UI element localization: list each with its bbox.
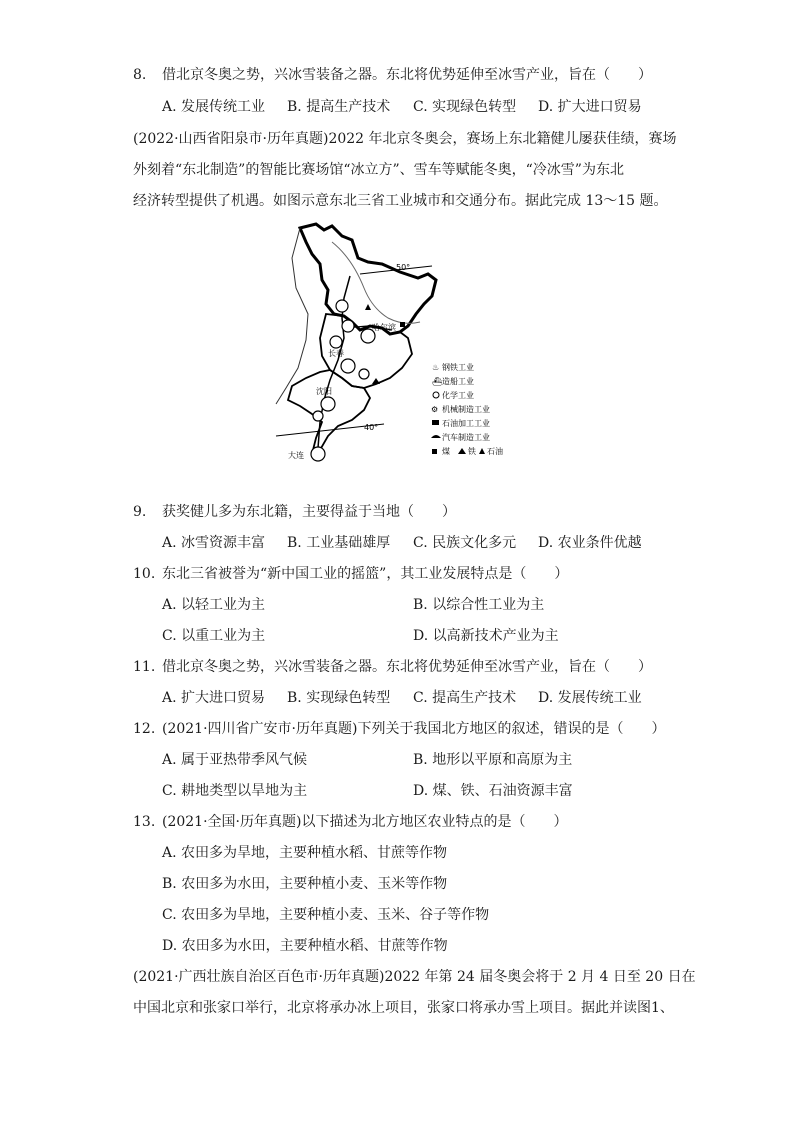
material-1-line-1: (2022·山西省阳泉市·历年真题)2022 年北京冬奥会，赛场上东北籍健儿屡获佳绩，赛场 [133,131,677,147]
question-9-option-a[interactable]: A. 冰雪资源丰富 [162,535,266,551]
question-13-option-b[interactable]: B. 农田多为水田，主要种植小麦、玉米等作物 [162,876,448,892]
question-12-number: 12. [133,721,156,737]
question-13-number: 13. [133,814,156,830]
coal-legend-icon [432,449,437,454]
question-10-option-a[interactable]: A. 以轻工业为主 [162,597,266,613]
material-1-line-3: 经济转型提供了机遇。如图示意东北三省工业城市和交通分布。据此完成 13～15 题。 [133,193,668,209]
question-11-option-d[interactable]: D. 发展传统工业 [538,690,642,706]
city-marker-shenyang [321,397,335,411]
city-marker [336,300,348,312]
question-8-option-b[interactable]: B. 提高生产技术 [287,99,391,115]
material-2-line-2: 中国北京和张家口举行，北京将承办冰上项目，张家口将承办雪上项目。据此并读图1、 [133,1000,674,1016]
question-9-stem: 获奖健儿多为东北籍，主要得益于当地（ ） [162,504,456,520]
city-name-changchun: 长春 [328,349,344,358]
ship-icon: ⛴ [432,377,443,386]
question-13-stem: (2021·全国·历年真题)以下描述为北方地区农业特点的是（ ） [162,814,568,830]
question-10-number: 10. [133,566,156,582]
material-1-line-2: 外刻着“东北制造”的智能比赛场馆“冰立方”、雪车等赋能冬奥，“冷冰雪”为东北 [133,162,624,178]
legend-machinery: 机械制造工业 [442,405,490,414]
question-9-option-b[interactable]: B. 工业基础雄厚 [287,535,391,551]
question-8-option-d[interactable]: D. 扩大进口贸易 [538,99,642,115]
legend-coal: 煤 [442,447,450,456]
city-name-dalian: 大连 [288,451,304,460]
legend-iron: 铁 [468,447,476,456]
legend-shipbuilding: 造船工业 [442,377,474,386]
question-8-stem: 借北京冬奥之势，兴冰雪装备之器。东北将优势延伸至冰雪产业，旨在（ ） [162,67,652,83]
latitude-50-label: 50° [396,263,411,272]
question-11-stem: 借北京冬奥之势，兴冰雪装备之器。东北将优势延伸至冰雪产业，旨在（ ） [162,659,652,675]
northeast-china-map [272,218,524,468]
iron-symbol [372,378,380,384]
iron-legend-icon [458,448,466,454]
chemical-icon [433,392,439,398]
heilongjiang-outline [300,224,436,334]
question-11-option-c[interactable]: C. 提高生产技术 [413,690,517,706]
question-11-option-a[interactable]: A. 扩大进口贸易 [162,690,266,706]
question-13-option-d[interactable]: D. 农田多为水田，主要种植水稻、甘蔗等作物 [162,938,448,954]
inner-mongolia-boundary [276,228,308,404]
oil-symbol [365,304,371,310]
question-11-option-b[interactable]: B. 实现绿色转型 [287,690,391,706]
city-marker-dalian [311,447,325,461]
city-marker [313,411,323,421]
question-11-number: 11. [133,659,156,675]
question-10-stem: 东北三省被誉为“新中国工业的摇篮”，其工业发展特点是（ ） [162,566,569,582]
question-13-option-a[interactable]: A. 农田多为旱地，主要种植水稻、甘蔗等作物 [162,845,448,861]
map-legend [431,362,503,456]
question-9-option-d[interactable]: D. 农业条件优越 [538,535,642,551]
legend-chemical: 化学工业 [442,391,474,400]
steel-icon: ♨ [432,363,440,372]
question-9-number: 9. [133,504,147,520]
question-12-option-c[interactable]: C. 耕地类型以旱地为主 [162,783,308,799]
material-2-line-1: (2021·广西壮族自治区百色市·历年真题)2022 年第 24 届冬奥会将于 2 月 4 日至 20 日在 [133,969,696,985]
question-8-option-a[interactable]: A. 发展传统工业 [162,99,266,115]
oil-legend-icon [479,448,485,454]
question-12-option-d[interactable]: D. 煤、铁、石油资源丰富 [413,783,573,799]
question-12-option-a[interactable]: A. 属于亚热带季风气候 [162,752,308,768]
question-8-option-c[interactable]: C. 实现绿色转型 [413,99,517,115]
question-10-option-c[interactable]: C. 以重工业为主 [162,628,266,644]
city-name-shenyang: 沈阳 [316,387,332,396]
legend-oil: 石油 [487,447,503,456]
question-10-option-b[interactable]: B. 以综合性工业为主 [413,597,545,613]
city-marker [330,336,342,348]
legend-oil-refining: 石油加工工业 [442,419,490,428]
question-13-option-c[interactable]: C. 农田多为旱地，主要种植小麦、玉米、谷子等作物 [162,907,490,923]
question-10-option-d[interactable]: D. 以高新技术产业为主 [413,628,559,644]
question-12-option-b[interactable]: B. 地形以平原和高原为主 [413,752,573,768]
legend-steel: 钢铁工业 [442,363,474,372]
latitude-40-label: 40° [364,423,379,432]
city-marker-changchun [341,359,355,373]
city-marker [359,369,369,379]
legend-automobile: 汽车制造工业 [442,433,490,442]
city-marker [342,320,354,332]
question-12-stem: (2021·四川省广安市·历年真题)下列关于我国北方地区的叙述，错误的是（ ） [162,721,666,737]
question-8-number: 8. [133,67,147,83]
coal-symbol [400,322,405,327]
oil-refining-icon [432,420,439,425]
question-9-option-c[interactable]: C. 民族文化多元 [413,535,517,551]
car-icon [431,435,441,438]
machinery-icon: ⚙ [431,405,439,414]
city-name-harbin: 哈尔滨 [372,323,396,332]
